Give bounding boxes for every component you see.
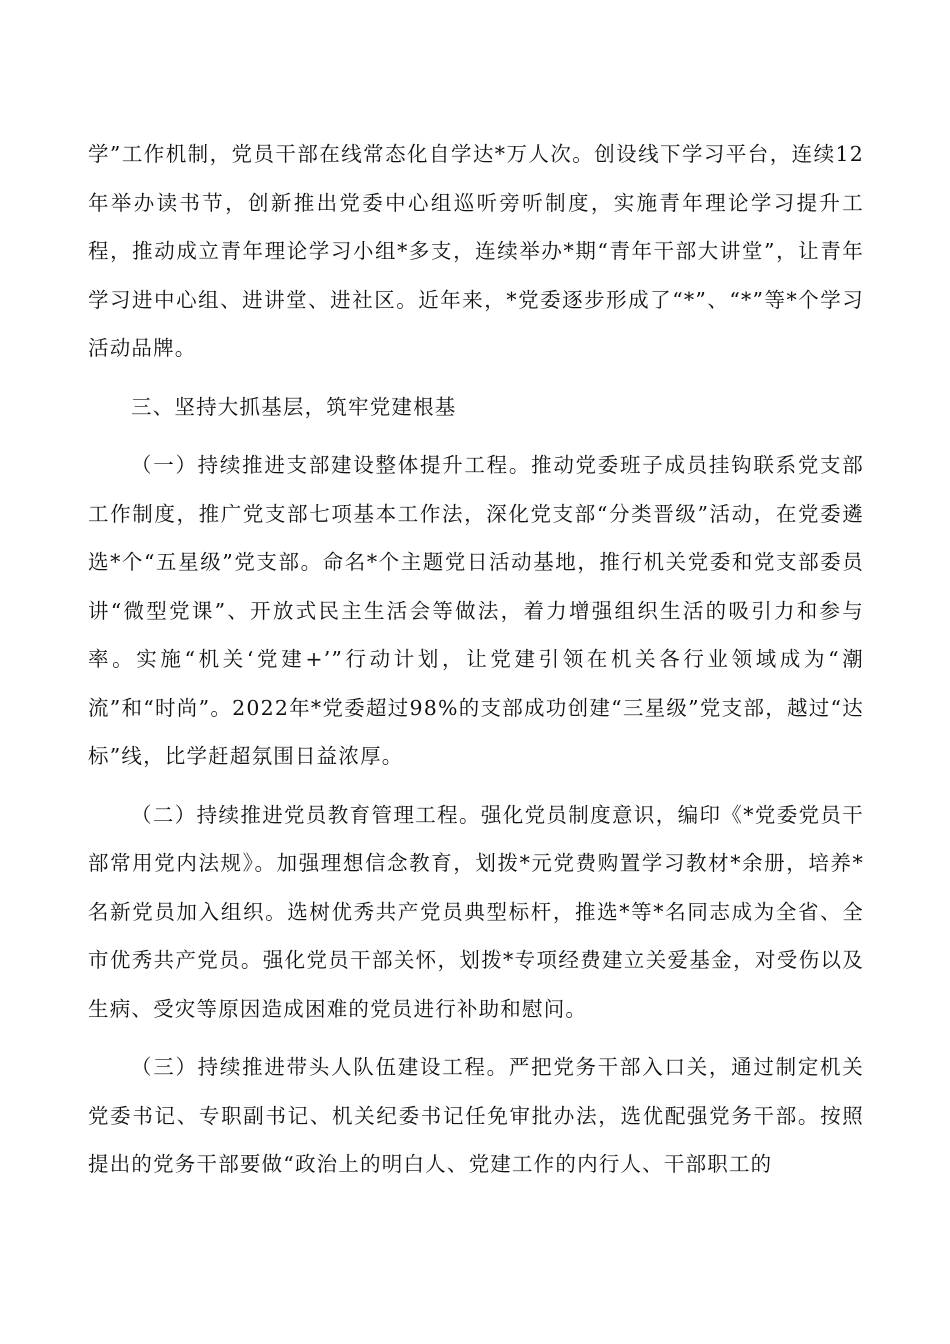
- paragraph-gap: [88, 431, 864, 441]
- paragraph-gap: [88, 373, 864, 383]
- paragraph-gap: [88, 781, 864, 791]
- paragraph-study-mechanism: 学”工作机制，党员干部在线常态化自学达*万人次。创设线下学习平台，连续12年举办读书节，创新推出党委中心组巡听旁听制度，实施青年理论学习提升工程，推动成立青年理论学习小组*多支，连续举办*期“青年干部大讲堂”，让青年学习进中心组、进讲堂、进社区。近年来，*党委逐步形成了“*”、“*”等*个学习活动品牌。: [88, 142, 864, 360]
- paragraph-gap: [88, 1033, 864, 1043]
- paragraph-leader-team: （三）持续推进带头人队伍建设工程。严把党务干部入口关，通过制定机关党委书记、专职副书记、机关纪委书记任免审批办法，选优配强党务干部。按照提出的党务干部要做“政治上的明白人、党建工作的内行人、干部职工的: [88, 1055, 864, 1176]
- section-heading-grassroots: 三、坚持大抓基层，筑牢党建根基: [131, 394, 457, 419]
- document-page: [88, 130, 864, 1189]
- paragraph-branch-building: （一）持续推进支部建设整体提升工程。推动党委班子成员挂钩联系党支部工作制度，推广党支部七项基本工作法，深化党支部“分类晋级”活动，在党委遴选*个“五星级”党支部。命名*个主题党日活动基地，推行机关党委和党支部委员讲“微型党课”、开放式民主生活会等做法，着力增强组织生活的吸引力和参与率。实施“机关‘党建+’”行动计划，让党建引领在机关各行业领域成为“潮流”和“时尚”。2022年*党委超过98%的支部成功创建“三星级”党支部，越过“达标”线，比学赶超氛围日益浓厚。: [88, 453, 864, 768]
- paragraph-member-education: （二）持续推进党员教育管理工程。强化党员制度意识，编印《*党委党员干部常用党内法规》。加强理想信念教育，划拨*元党费购置学习教材*余册，培养*名新党员加入组织。选树优秀共产党员典型标杆，推选*等*名同志成为全省、全市优秀共产党员。强化党员干部关怀，划拨*专项经费建立关爱基金，对受伤以及生病、受灾等原因造成困难的党员进行补助和慰问。: [88, 802, 864, 1021]
